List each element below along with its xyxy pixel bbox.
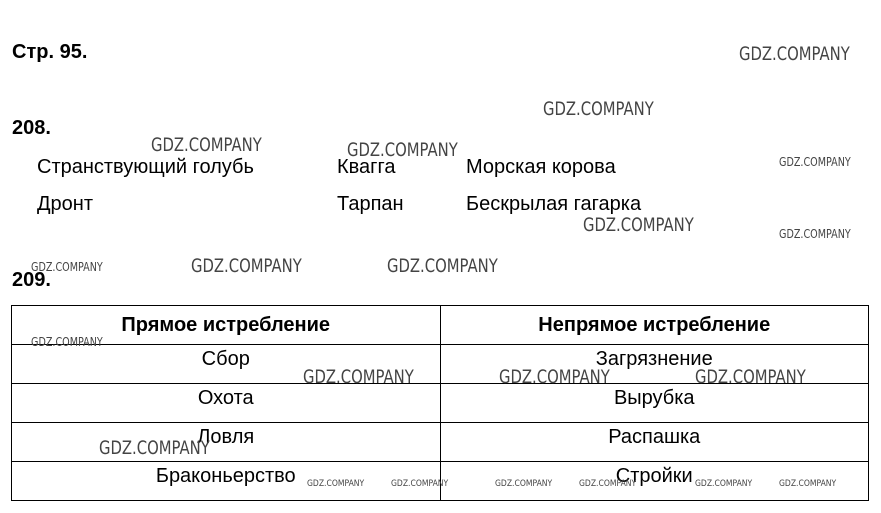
animal-passenger-pigeon: Странствующий голубь [37, 156, 254, 178]
watermark: GDZ.COMPANY [779, 227, 851, 241]
table-row [12, 384, 869, 423]
table-cell: Стройки [440, 462, 869, 501]
watermark: GDZ.COMPANY [151, 134, 262, 156]
exercise-208-number: 208. [12, 117, 51, 139]
animal-quagga: Квагга [337, 156, 396, 178]
watermark: GDZ.COMPANY [347, 139, 458, 161]
watermark: GDZ.COMPANY [387, 255, 498, 277]
animal-great-auk: Бескрылая гагарка [466, 193, 642, 215]
table-cell: Браконьерство [12, 462, 441, 501]
watermark: GDZ.COMPANY [31, 335, 103, 349]
table-cell: Загрязнение [440, 345, 869, 384]
animal-sea-cow: Морская корова [466, 156, 616, 178]
watermark: GDZ.COMPANY [303, 366, 414, 388]
extermination-table [11, 305, 869, 501]
table-cell: Охота [12, 384, 441, 423]
watermark: GDZ.COMPANY [307, 479, 365, 489]
exercise-209-number: 209. [12, 269, 51, 291]
page-title: Стр. 95. [12, 41, 88, 63]
watermark: GDZ.COMPANY [191, 255, 302, 277]
watermark: GDZ.COMPANY [695, 479, 753, 489]
header-indirect: Непрямое истребление [440, 306, 869, 345]
header-direct: Прямое истребление [12, 306, 441, 345]
watermark: GDZ.COMPANY [391, 479, 449, 489]
table-header-row [12, 306, 869, 345]
watermark: GDZ.COMPANY [583, 214, 694, 236]
watermark: GDZ.COMPANY [495, 479, 553, 489]
animal-tarpan: Тарпан [337, 193, 404, 215]
watermark: GDZ.COMPANY [499, 366, 610, 388]
watermark: GDZ.COMPANY [695, 366, 806, 388]
table-cell: Ловля [12, 423, 441, 462]
table-cell: Вырубка [440, 384, 869, 423]
watermark: GDZ.COMPANY [779, 155, 851, 169]
watermark: GDZ.COMPANY [779, 479, 837, 489]
animal-dodo: Дронт [37, 193, 93, 215]
watermark: GDZ.COMPANY [579, 479, 637, 489]
watermark: GDZ.COMPANY [739, 43, 850, 65]
watermark: GDZ.COMPANY [31, 260, 103, 274]
watermark: GDZ.COMPANY [99, 437, 210, 459]
table-cell: Сбор [12, 345, 441, 384]
table-cell: Распашка [440, 423, 869, 462]
watermark: GDZ.COMPANY [543, 98, 654, 120]
